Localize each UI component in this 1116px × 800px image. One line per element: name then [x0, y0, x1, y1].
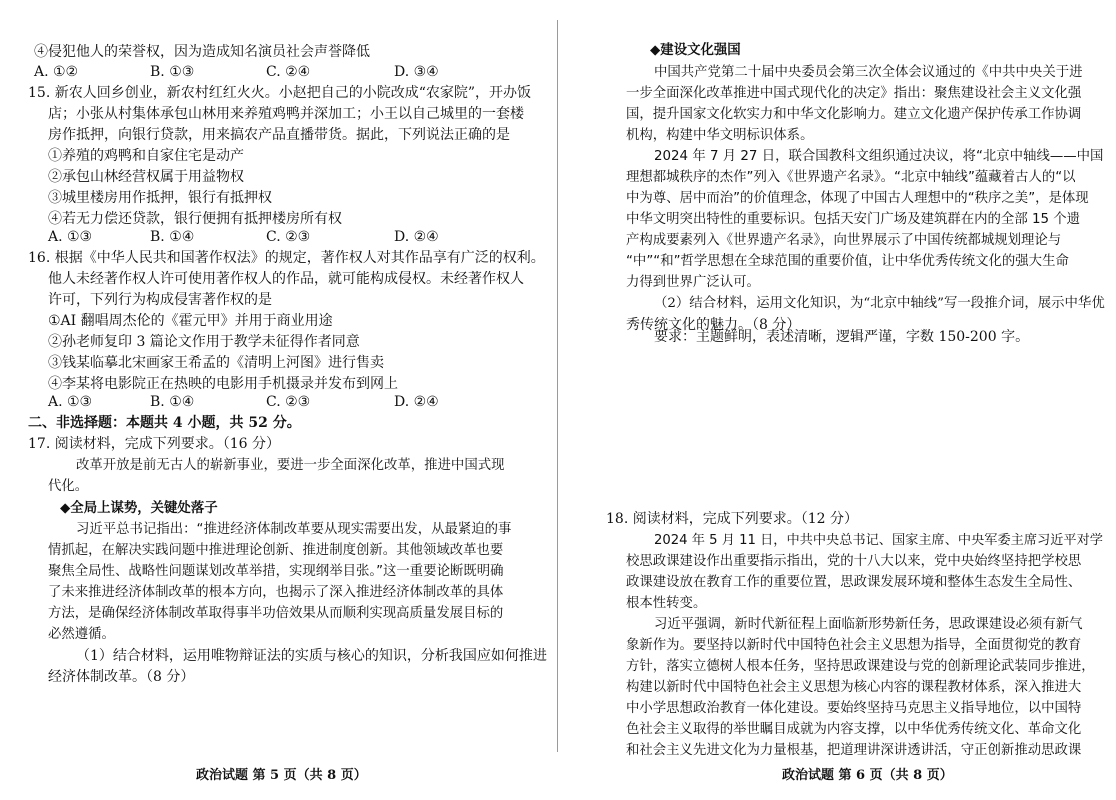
q14-options	[34, 61, 494, 83]
q16-option-c: C. ②③	[266, 394, 311, 410]
q16-item: ④李某将电影院正在热映的电影用手机摄录并发布到网上	[48, 376, 398, 392]
q15-item: ②承包山林经营权属于用益物权	[48, 169, 244, 185]
section-2-heading: 二、非选择题：本题共 4 小题，共 52 分。	[28, 415, 301, 431]
q15-option-d: D. ②④	[394, 229, 439, 245]
q17-material-line: 习近平总书记指出：“推进经济体制改革要从现实需要出发，从最紧迫的事	[76, 522, 512, 537]
q17-material-line: 情抓起，在解决实践问题中推进理论创新、推进制度创新。其他领域改革也要	[48, 543, 504, 558]
q15-option-b: B. ①④	[150, 229, 195, 245]
q18-material-line: 方针，落实立德树人根本任务，坚持思政课建设与党的创新理论武装同步推进，	[626, 659, 1095, 674]
q14-option-c: C. ②④	[266, 64, 311, 80]
q15-stem-line: 房作抵押，向银行贷款，用来搞农产品直播带货。据此，下列说法正确的是	[48, 127, 510, 143]
culture-material-line: 力得到世界广泛认可。	[626, 275, 760, 290]
q14-option-d: D. ③④	[394, 64, 439, 80]
q17-header: 17. 阅读材料，完成下列要求。（16 分）	[28, 436, 280, 452]
q17-material-line: 了未来推进经济体制改革的根本方向，也揭示了深入推进经济体制改革的具体	[48, 585, 504, 600]
q15-option-c: C. ②③	[266, 229, 311, 245]
q18-material-line: 象新作为。要坚持以新时代中国特色社会主义思想为指导，全面贯彻党的教育	[626, 638, 1082, 653]
q17-material-line: 聚焦全局性、战略性问题谋划改革举措，实现纲举目张。”这一重要论断既明确	[48, 564, 504, 579]
q14-item4: ④侵犯他人的荣誉权，因为造成知名演员社会声誉降低	[34, 44, 370, 60]
culture-material-line: 一步全面深化改革推进中国式现代化的决定》指出：聚焦建设社会主义文化强	[626, 86, 1082, 101]
q16-item: ①AI 翻唱周杰伦的《霍元甲》并用于商业用途	[48, 313, 333, 329]
q18-material-line: 构建以新时代中国特色社会主义思想为核心内容的课程教材体系，深入推进大	[626, 680, 1082, 695]
q16-stem-line: 他人未经著作权人许可使用著作权人的作品，就可能构成侵权。未经著作权人	[48, 271, 524, 287]
q18-header: 18. 阅读材料，完成下列要求。（12 分）	[606, 511, 858, 527]
q14-option-a: A. ①②	[34, 64, 79, 80]
q17-question-line: 经济体制改革。（8 分）	[48, 669, 195, 685]
q16-stem-line: 许可，下列行为构成侵害著作权的是	[48, 292, 272, 308]
q18-material-line: 政课建设放在教育工作的重要位置，思政课发展环境和整体生态发生全局性、	[626, 575, 1082, 590]
q17-requirement: 要求：主题鲜明，表述清晰，逻辑严谨，字数 150-200 字。	[654, 329, 1030, 345]
q17-material-line: 方法，是确保经济体制改革取得事半功倍效果从而顺利实现高质量发展目标的	[48, 606, 504, 621]
culture-material-line: 中为尊、居中而治”的价值理念，体现了中国古人理想中的“秩序之美”，是体现	[626, 191, 1089, 206]
right-page	[560, 0, 1116, 800]
q16-stem-line: 16. 根据《中华人民共和国著作权法》的规定，著作权人对其作品享有广泛的权利。	[28, 250, 545, 266]
q15-item: ③城里楼房用作抵押，银行有抵押权	[48, 190, 272, 206]
q15-stem-line: 店；小张从村集体承包山林用来养殖鸡鸭并深加工；小王以自己城里的一套楼	[48, 106, 524, 122]
q17-part2-line: （2）结合材料，运用文化知识，为“北京中轴线”写一段推介词，展示中华优	[654, 296, 1105, 311]
culture-material-line: 机构，构建中华文明标识体系。	[626, 128, 814, 143]
q18-material-line: 校思政课建设作出重要指示指出，党的十八大以来，党中央始终坚持把学校思	[626, 554, 1082, 569]
q16-option-d: D. ②④	[394, 394, 439, 410]
q17-question-line: （1）结合材料，运用唯物辩证法的实质与核心的知识，分析我国应如何推进	[76, 648, 547, 664]
q15-item: ④若无力偿还贷款，银行便拥有抵押楼房所有权	[48, 211, 342, 227]
q17-material-line: 必然遵循。	[48, 627, 115, 642]
q18-material-line: 2024 年 5 月 11 日，中共中央总书记、国家主席、中央军委主席习近平对学	[654, 533, 1103, 548]
q18-material-line: 习近平强调，新时代新征程上面临新形势新任务，思政课建设必须有新气	[654, 617, 1083, 632]
culture-material-line: “中”“和”哲学思想在全球范围的重要价值，让中华优秀传统文化的强大生命	[626, 254, 1069, 269]
culture-material-line: 国，提升国家文化软实力和中华文化影响力。建立文化遗产保护传承工作协调	[626, 107, 1082, 122]
q16-options	[48, 391, 508, 413]
page-divider	[557, 20, 558, 752]
q18-material-line: 根本性转变。	[626, 596, 707, 611]
culture-subheading: ◆建设文化强国	[650, 43, 741, 58]
q15-stem-line: 15. 新农人回乡创业，新农村红红火火。小赵把自己的小院改成“农家院”，开办饭	[28, 85, 532, 101]
q17-intro-line: 代化。	[48, 479, 89, 494]
q16-option-a: A. ①③	[48, 394, 93, 410]
q14-option-b: B. ①③	[150, 64, 195, 80]
q15-item: ①养殖的鸡鸭和自家住宅是动产	[48, 148, 244, 164]
q18-material-line: 和社会主义先进文化为力量根基，把道理讲深讲透讲活，守正创新推动思政课	[626, 743, 1082, 758]
q17-part2-line: 秀传统文化的魅力。（8 分）	[626, 317, 801, 333]
page-footer: 政治试题 第 5 页（共 8 页）	[196, 768, 367, 783]
q16-option-b: B. ①④	[150, 394, 195, 410]
q18-material-line: 色社会主义取得的举世瞩目成就为内容支撑，以中华优秀传统文化、革命文化	[626, 722, 1082, 737]
culture-material-line: 产构成要素列入《世界遗产名录》，向世界展示了中国传统都城规划理论与	[626, 233, 1062, 248]
q16-item: ③钱某临摹北宋画家王希孟的《清明上河图》进行售卖	[48, 355, 384, 371]
culture-material-line: 2024 年 7 月 27 日，联合国教科文组织通过决议，将“北京中轴线——中国	[654, 149, 1104, 164]
q15-options	[48, 226, 508, 248]
culture-material-line: 中国共产党第二十届中央委员会第三次全体会议通过的《中共中央关于进	[654, 65, 1083, 80]
culture-material-line: 理想都城秩序的杰作”列入《世界遗产名录》。“北京中轴线”蕴藏着古人的“以	[626, 170, 1076, 185]
culture-material-line: 中华文明突出特性的重要标识。包括天安门广场及建筑群在内的全部 15 个遗	[626, 212, 1081, 227]
q15-option-a: A. ①③	[48, 229, 93, 245]
q16-item: ②孙老师复印 3 篇论文作用于教学未征得作者同意	[48, 334, 360, 350]
page-footer: 政治试题 第 6 页（共 8 页）	[782, 768, 953, 783]
q17-subheading: ◆全局上谋势，关键处落子	[60, 501, 218, 516]
q17-intro-line: 改革开放是前无古人的崭新事业，要进一步全面深化改革，推进中国式现	[76, 458, 505, 473]
q18-material-line: 中小学思想政治教育一体化建设。要始终坚持马克思主义指导地位，以中国特	[626, 701, 1082, 716]
